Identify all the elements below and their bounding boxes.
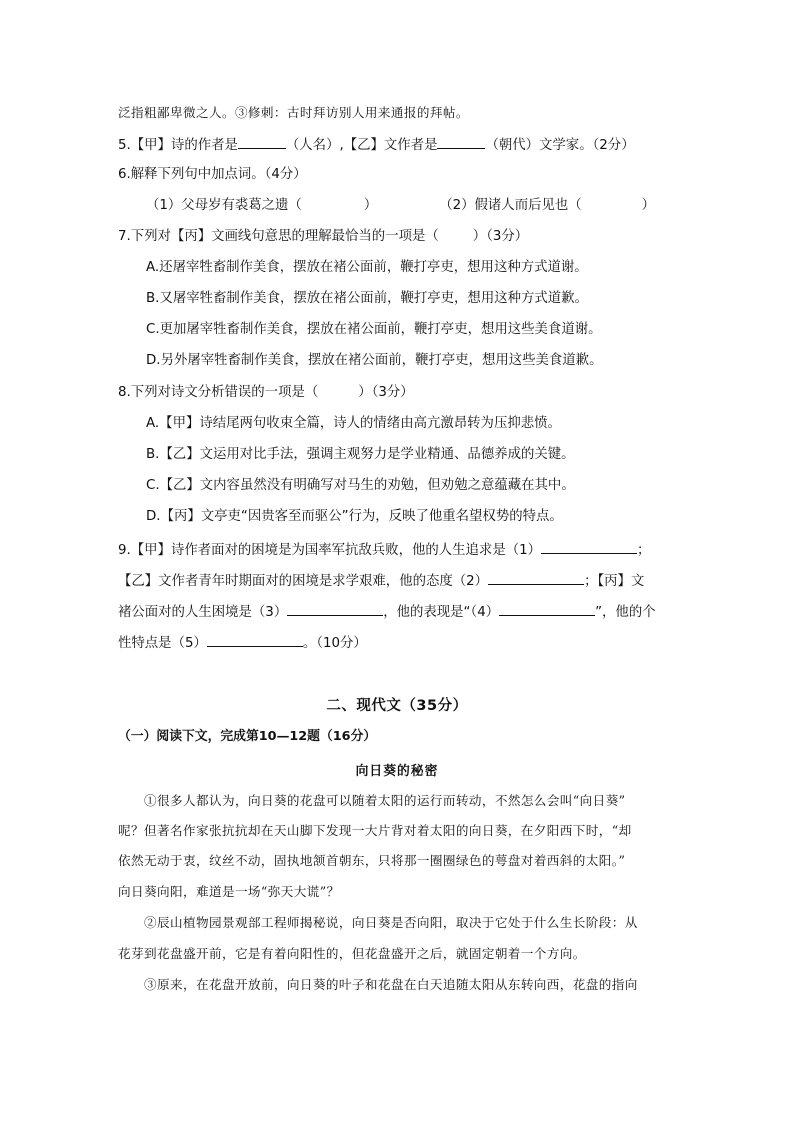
question-7-option-a[interactable]: A.还屠宰牲畜制作美食，摆放在褚公面前，鞭打亭吏，想用这种方式道谢。 [146,260,588,275]
essay-line: ③原来，在花盘开放前，向日葵的叶子和花盘在白天追随太阳从东转向西，花盘的指向 [144,977,638,992]
question-5: 5.【甲】诗的作者是 （人名）,【乙】文作者是 （朝代）文学家。（2分） [118,134,635,156]
answer-blank[interactable] [437,134,485,149]
answer-blank[interactable] [238,134,286,149]
reading-instruction: （一）阅读下文，完成第10—12题（16分） [118,729,377,744]
essay-line: ①很多人都认为，向日葵的花盘可以随着太阳的运行而转动，不然怎么会叫“向日葵” [144,793,626,808]
question-6-items: （1）父母岁有裘葛之遗（ ） （2）假诸人而后见也（ ） [146,198,656,213]
question-7-option-c[interactable]: C.更加屠宰牲畜制作美食，摆放在褚公面前，鞭打亭吏，想用这些美食道谢。 [146,322,602,337]
essay-line: 向日葵向阳，难道是一场“弥天大谎”？ [118,884,340,899]
answer-blank[interactable] [499,601,595,616]
question-8-option-b[interactable]: B.【乙】文运用对比手法，强调主观努力是学业精通、品德养成的关键。 [146,447,575,462]
question-8-option-d[interactable]: D.【丙】文亭吏“因贵客至而驱公”行为，反映了他重名望权势的特点。 [146,509,563,524]
answer-blank[interactable] [541,539,637,554]
question-9-line-4: 性特点是（5） 。（10分） [118,632,367,654]
section-heading: 二、现代文（35分） [326,698,468,714]
question-8-stem: 8.下列对诗文分析错误的一项是（ ）（3分） [118,385,414,400]
essay-line: ②辰山植物园景观部工程师揭秘说，向日葵是否向阳，取决于它处于什么生长阶段：从 [144,915,638,930]
annotation-tail: 泛指粗鄙卑微之人。③修刺：古时拜访别人用来通报的拜帖。 [118,105,469,120]
question-9-line-1: 9.【甲】诗作者面对的困境是为国率军抗敌兵败，他的人生追求是（1） ； [118,539,650,561]
question-9-line-2: 【乙】文作者青年时期面对的困境是求学艰难，他的态度（2） ；【丙】文 [118,570,644,592]
essay-title: 向日葵的秘密 [355,764,439,779]
question-6-stem: 6.解释下列句中加点词。（4分） [118,167,307,182]
essay-line: 依然无动于衷，纹丝不动，固执地颔首朝东，只将那一圈圈绿色的萼盘对着西斜的太阳。” [118,853,626,868]
essay-line: 花芽到花盘盛开前，它是有着向阳性的，但花盘盛开之后，就固定朝着一个方向。 [118,946,586,961]
answer-blank[interactable] [207,632,303,647]
question-8-option-c[interactable]: C.【乙】文内容虽然没有明确写对马生的劝勉，但劝勉之意蕴藏在其中。 [146,478,575,493]
question-7-option-b[interactable]: B.又屠宰牲畜制作美食，摆放在褚公面前，鞭打亭吏，想用这种方式道歉。 [146,291,588,306]
question-9-line-3: 褚公面对的人生困境是（3） ，他的表现是“（4） ”，他的个 [118,601,656,623]
question-7-option-d[interactable]: D.另外屠宰牲畜制作美食，摆放在褚公面前，鞭打亭吏，想用这些美食道歉。 [146,353,603,368]
question-8-option-a[interactable]: A.【甲】诗结尾两句收束全篇，诗人的情绪由高亢激昂转为压抑悲愤。 [146,416,561,431]
answer-blank[interactable] [287,601,383,616]
answer-blank[interactable] [488,570,584,585]
question-7-stem: 7.下列对【丙】文画线句意思的理解最恰当的一项是（ ）（3分） [118,229,529,244]
essay-line: 呢？但著名作家张抗抗却在天山脚下发现一大片背对着太阳的向日葵，在夕阳西下时，“却 [118,823,632,838]
